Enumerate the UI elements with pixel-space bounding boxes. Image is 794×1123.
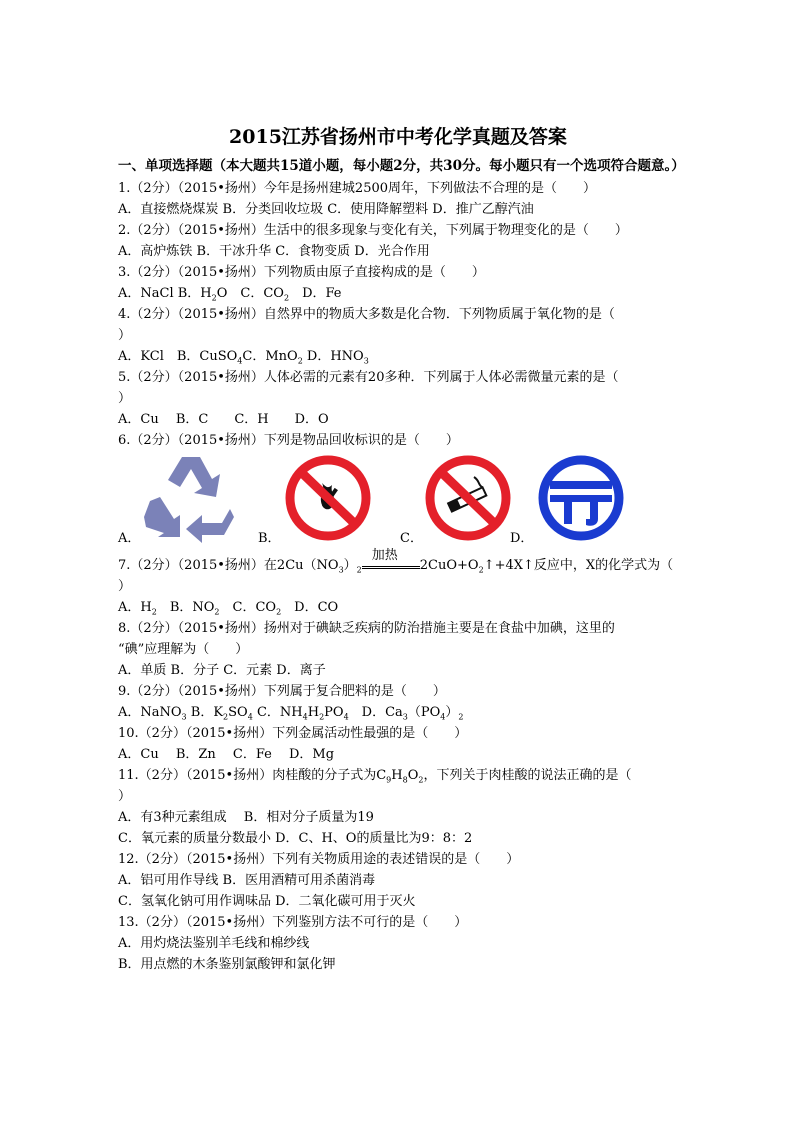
question-13-option-b: B．用点燃的木条鉴别氯酸钾和氯化钾 xyxy=(118,957,336,972)
question-11: 11.（2分）（2015•扬州）肉桂酸的分子式为$C_9H_8O_2$，下列关于肉桂酸的说法正确的是（ xyxy=(118,768,632,785)
question-12-options-2: C．氢氧化钠可用作调味品 D．二氧化碳可用于灭火 xyxy=(118,894,416,909)
question-3: 3.（2分）（2015•扬州）下列物质由原子直接构成的是（ ） xyxy=(118,265,485,280)
question-9-options: A．NaNO$_3$ B．$K_2SO_4$ C．$NH_4H_2PO_4$ D．$Ca_3(PO_4)_2$ xyxy=(118,705,464,722)
no-smoking-icon xyxy=(422,453,514,543)
question-7-cont: ） xyxy=(118,579,132,594)
question-7-options: A．$H_2$ B．$NO_2$ C．$CO_2$ D．CO xyxy=(118,600,339,617)
exam-page xyxy=(118,124,685,975)
question-13-option-a: A．用灼烧法鉴别羊毛线和棉纱线 xyxy=(118,936,310,951)
question-1-options: A．直接燃烧煤炭 B．分类回收垃圾 C．使用降解塑料 D．推广乙醇汽油 xyxy=(118,202,534,217)
question-3-options: A．NaCl B．$H_2O$ C．$CO_2$ D．Fe xyxy=(118,286,342,303)
question-4-cont: ） xyxy=(118,328,132,343)
question-2-options: A．高炉炼铁 B．干冰升华 C．食物变质 D．光合作用 xyxy=(118,244,430,259)
question-5: 5.（2分）（2015•扬州）人体必需的元素有20多种．下列属于人体必需微量元素的是（ xyxy=(118,370,619,385)
recycle-icon xyxy=(142,453,238,543)
question-2: 2.（2分）（2015•扬州）生活中的很多现象与变化有关，下列属于物理变化的是（ ） xyxy=(118,223,628,238)
question-10-options: A．Cu B．Zn C．Fe D．Mg xyxy=(118,747,335,762)
question-6-images xyxy=(118,453,678,549)
question-5-cont: ） xyxy=(118,391,132,406)
question-12-options-1: A．铝可用作导线 B．医用酒精可用杀菌消毒 xyxy=(118,873,376,888)
question-8-options: A．单质 B．分子 C．元素 D．离子 xyxy=(118,663,326,678)
question-11-options-1: A．有3种元素组成 B．相对分子质量为19 xyxy=(118,810,374,825)
option-d-label: D． xyxy=(510,531,534,546)
question-13: 13.（2分）（2015•扬州）下列鉴别方法不可行的是（ ） xyxy=(118,915,468,930)
no-fire-icon xyxy=(282,453,374,543)
section-heading: 一、单项选择题（本大题共15道小题，每小题2分，共30分。每小题只有一个选项符合题意。） xyxy=(118,158,685,174)
option-b-label: B． xyxy=(258,531,281,546)
page-title: 2015江苏省扬州市中考化学真题及答案 xyxy=(229,126,567,148)
question-9: 9.（2分）（2015•扬州）下列属于复合肥料的是（ ） xyxy=(118,684,446,699)
reaction-condition: 加热 xyxy=(362,555,420,576)
question-10: 10.（2分）（2015•扬州）下列金属活动性最强的是（ ） xyxy=(118,726,468,741)
question-12: 12.（2分）（2015•扬州）下列有关物质用途的表述错误的是（ ） xyxy=(118,852,520,867)
question-4-options: A．KCl B．CuSO$_4$C．MnO$_2$ D．$HNO_3$ xyxy=(118,349,369,366)
circle-logo-icon xyxy=(536,453,626,543)
question-7: 7.（2分）（2015•扬州）在$2Cu(NO_3)_2$ 加热 $2CuO+O_2↑+4X↑$反应中，X的化学式为（ xyxy=(118,548,674,575)
question-1: 1.（2分）（2015•扬州）今年是扬州建城2500周年，下列做法不合理的是（ ） xyxy=(118,181,597,196)
question-11-cont: ） xyxy=(118,789,132,804)
question-8-cont: “碘”应理解为（ ） xyxy=(118,642,249,657)
question-4: 4.（2分）（2015•扬州）自然界中的物质大多数是化合物．下列物质属于氧化物的是（ xyxy=(118,307,615,322)
option-a-label: A． xyxy=(118,531,141,546)
option-c-label: C． xyxy=(400,531,423,546)
question-8: 8.（2分）（2015•扬州）扬州对于碘缺乏疾病的防治措施主要是在食盐中加碘，这里的 xyxy=(118,621,615,636)
question-5-options: A．Cu B．C C．H D．O xyxy=(118,412,329,427)
question-11-options-2: C．氧元素的质量分数最小 D．C、H、O的质量比为9：8：2 xyxy=(118,831,473,846)
question-6: 6.（2分）（2015•扬州）下列是物品回收标识的是（ ） xyxy=(118,433,459,448)
